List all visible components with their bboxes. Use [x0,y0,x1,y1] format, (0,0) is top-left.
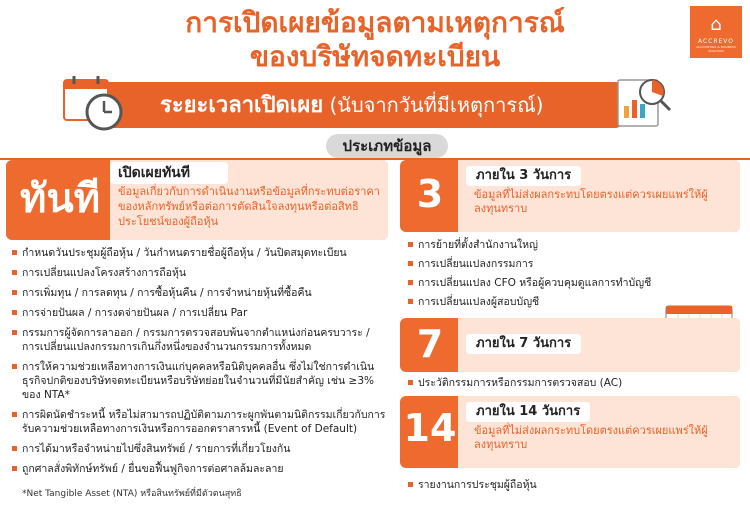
logo-brand: ACCREVO [697,38,735,45]
list-item: การเปลี่ยนแปลงผู้สอบบัญชี [406,295,666,309]
immediate-card [6,160,388,240]
timing-bar-paren: (นับจากวันที่มีเหตุการณ์) [323,93,544,117]
list-item: การให้ความช่วยเหลือทางการเงินแก่บุคคลหรือนิติบุคคลอื่น ซึ่งไม่ใช่การดำเนินธุรกิจปกติของบริษัทจดทะเบียนหรือบริษัทย่อยในจำนวนที่มีนัยสำคัญ เช่น ≥3% ของ NTA* [10,360,386,402]
list-item: รายงานการประชุมผู้ถือหุ้น [406,478,726,492]
list-item: การผิดนัดชำระหนี้ หรือไม่สามารถปฏิบัติตามภาระผูกพันตามนิติกรรมเกี่ยวกับการรับความช่วยเหลือทางการเงินหรือการออกตราสารหนี้ (Event of Default) [10,408,386,436]
immediate-head: เปิดเผยทันที [110,162,228,184]
fourteen-day-card [400,396,740,468]
immediate-big-label: ทันที [20,176,101,222]
list-item: การได้มาหรือจำหน่ายไปซึ่งสินทรัพย์ / รายการที่เกี่ยวโยงกัน [10,442,386,456]
list-item: การจ่ายปันผล / การงดจ่ายปันผล / การเปลี่ยน Par [10,306,386,320]
list-item: การเพิ่มทุน / การลดทุน / การซื้อหุ้นคืน / การจำหน่ายหุ้นที่ซื้อคืน [10,286,386,300]
fourteen-day-desc: ข้อมูลที่ไม่ส่งผลกระทบโดยตรงแต่ควรเผยแพร่ให้ผู้ลงทุนทราบ [474,424,708,451]
immediate-list [10,246,386,482]
list-item: การเปลี่ยนแปลงโครงสร้างการถือหุ้น [10,266,386,280]
fourteen-day-list [406,478,726,497]
list-item: กำหนดวันประชุมผู้ถือหุ้น / วันกำหนดรายชื่อผู้ถือหุ้น / วันปิดสมุดทะเบียน [10,246,386,260]
fourteen-day-head: ภายใน 14 วันการ [466,402,590,422]
report-chart-icon [612,74,674,130]
three-day-list [406,238,666,314]
timing-bar-main: ระยะเวลาเปิดเผย [160,93,324,118]
timing-bar [100,82,620,128]
list-item: การเปลี่ยนแปลงกรรมการ [406,257,666,271]
title-line-1: การเปิดเผยข้อมูลตามเหตุการณ์ [185,6,565,39]
title-line-2: ของบริษัทจดทะเบียน [249,40,501,73]
nta-footnote: *Net Tangible Asset (NTA) หรือสินทรัพย์ที่มีตัวตนสุทธิ [22,489,242,499]
list-item: การเปลี่ยนแปลง CFO หรือผู้ควบคุมดูแลการทำบัญชี [406,276,666,290]
three-day-head: ภายใน 3 วันการ [466,166,581,186]
list-item: การย้ายที่ตั้งสำนักงานใหญ่ [406,238,666,252]
seven-day-card [400,318,740,372]
logo-mark-icon: ⌂ [710,14,722,35]
three-day-desc: ข้อมูลที่ไม่ส่งผลกระทบโดยตรงแต่ควรเผยแพร่ให้ผู้ลงทุนทราบ [474,188,708,215]
logo-sub: ACCOUNTING & BUSINESS SOLUTION [696,45,736,53]
seven-day-list [406,376,726,395]
list-item: ประวัติกรรมการหรือกรรมการตรวจสอบ (AC) [406,376,726,390]
section-pill: ประเภทข้อมูล [326,134,448,158]
three-day-number: 3 [416,172,444,216]
accrevo-logo [690,6,742,58]
immediate-desc: ข้อมูลเกี่ยวกับการดำเนินงานหรือข้อมูลที่กระทบต่อราคาของหลักทรัพย์หรือต่อการตัดสินใจลงทุนหรือต่อสิทธิประโยชน์ของผู้ถือหุ้น [118,185,380,228]
seven-day-head: ภายใน 7 วันการ [466,334,581,354]
three-day-card [400,160,740,232]
seven-day-number: 7 [416,322,444,366]
timing-bar-text [130,87,543,122]
list-item: กรรมการผู้จัดการลาออก / กรรมการตรวจสอบพ้นจากตำแหน่งก่อนครบวาระ / การเปลี่ยนแปลงกรรมการเกินกึ่งหนึ่งของจำนวนกรรมการทั้งหมด [10,326,386,354]
fourteen-day-number: 14 [403,406,457,450]
calendar-clock-icon [62,72,124,134]
list-item: ถูกศาลสั่งพิทักษ์ทรัพย์ / ยื่นขอฟื้นฟูกิจการต่อศาลล้มละลาย [10,462,386,476]
